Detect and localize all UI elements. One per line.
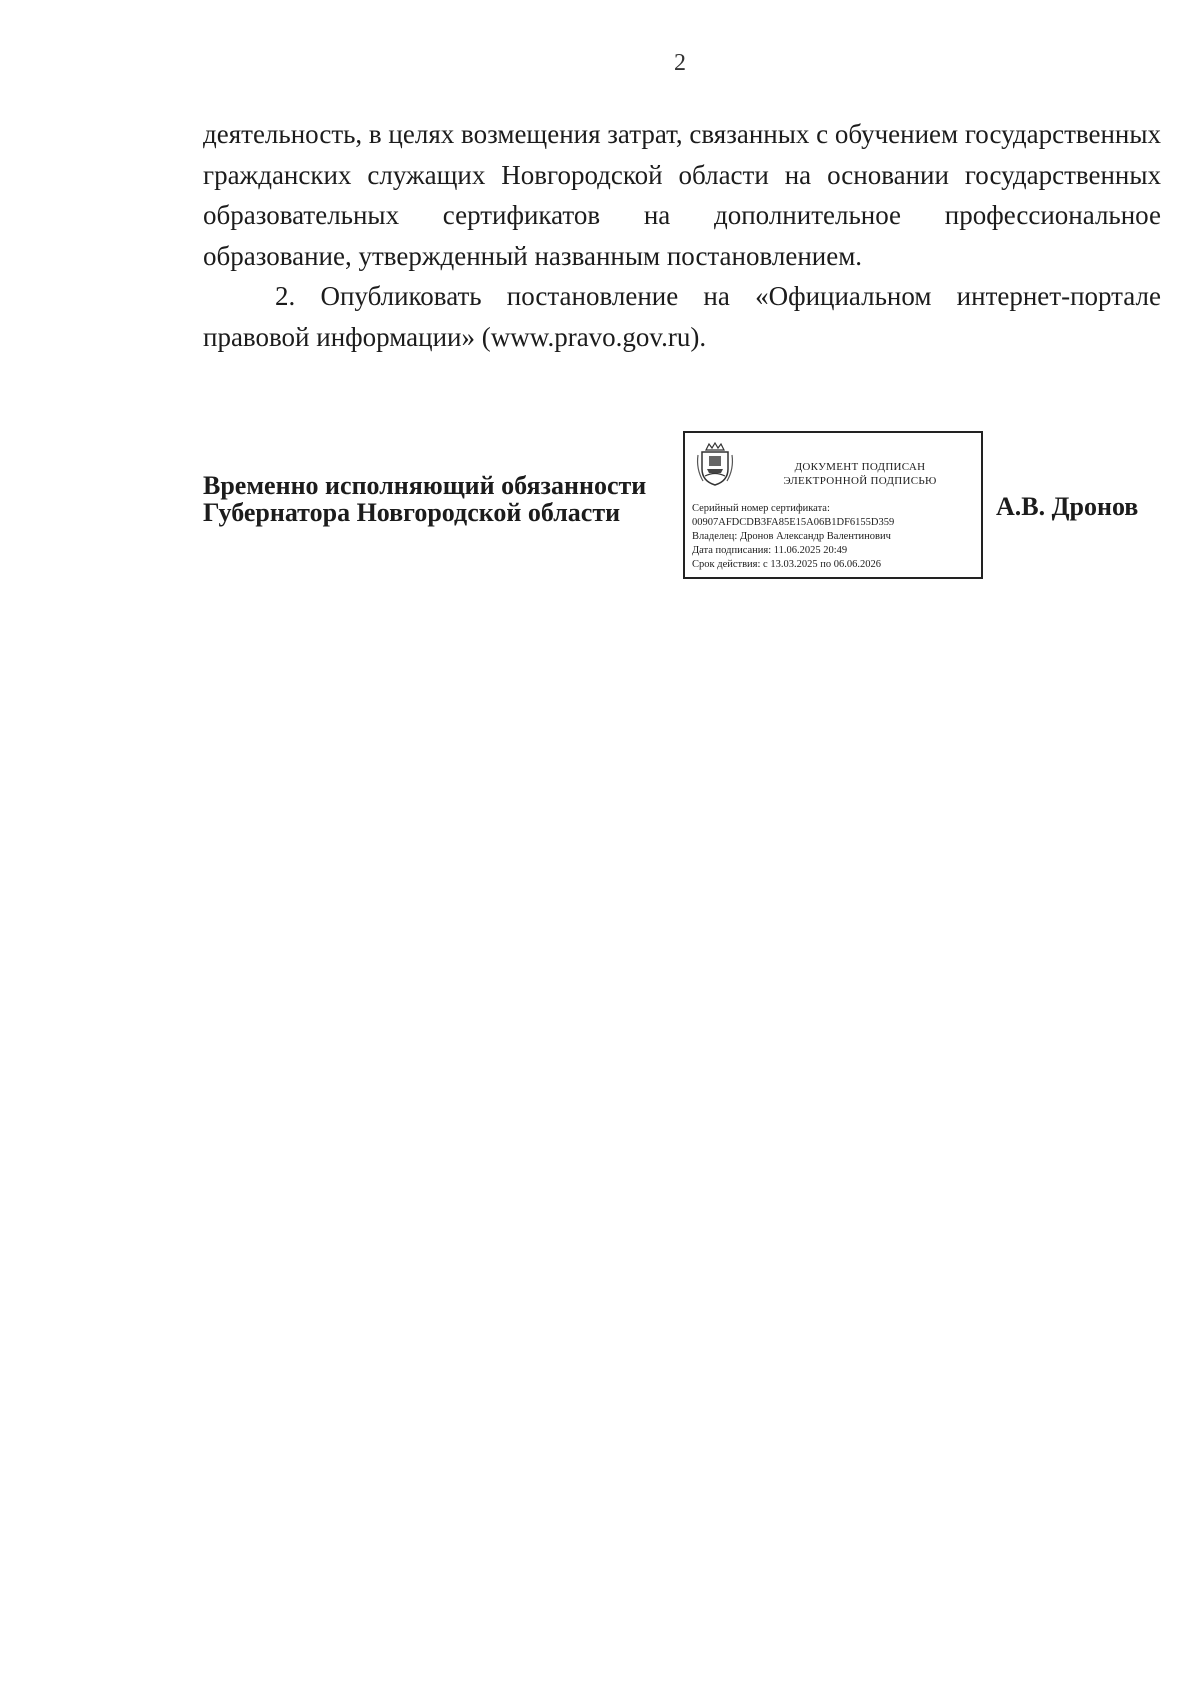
stamp-header-line-2: ЭЛЕКТРОННОЙ ПОДПИСЬЮ	[783, 475, 937, 487]
signatory-position	[203, 472, 646, 526]
certificate-serial-value: 00907AFDCDB3FA85E15A06B1DF6155D359	[692, 517, 895, 528]
signatory-position-line-2: Губернатора Новгородской области	[203, 498, 621, 527]
signing-date: Дата подписания: 11.06.2025 20:49	[692, 545, 848, 556]
certificate-owner: Владелец: Дронов Александр Валентинович	[692, 531, 891, 542]
page-number: 2	[674, 50, 686, 76]
signatory-position-line-1: Временно исполняющий обязанности	[203, 471, 647, 500]
stamp-details	[692, 502, 894, 572]
stamp-header	[745, 460, 975, 488]
certificate-validity: Срок действия: с 13.03.2025 по 06.06.2026	[692, 559, 881, 570]
paragraph-continuation: деятельность, в целях возмещения затрат, связанных с обучением государственных гражданских служащих Новгородской области на основании государственных образовательных сертификатов на дополнительное профессиональное образование, утвержденный названным постановлением.	[203, 119, 1161, 271]
certificate-serial-label: Серийный номер сертификата:	[692, 503, 830, 514]
coat-of-arms-icon	[695, 441, 735, 487]
electronic-signature-stamp	[683, 431, 983, 579]
document-body	[203, 114, 1161, 357]
signer-name: А.В. Дронов	[996, 492, 1139, 521]
paragraph-publish: 2. Опубликовать постановление на «Официальном интернет-портале правовой информации» (www.pravo.gov.ru).	[203, 281, 1161, 352]
stamp-header-line-1: ДОКУМЕНТ ПОДПИСАН	[794, 461, 926, 473]
